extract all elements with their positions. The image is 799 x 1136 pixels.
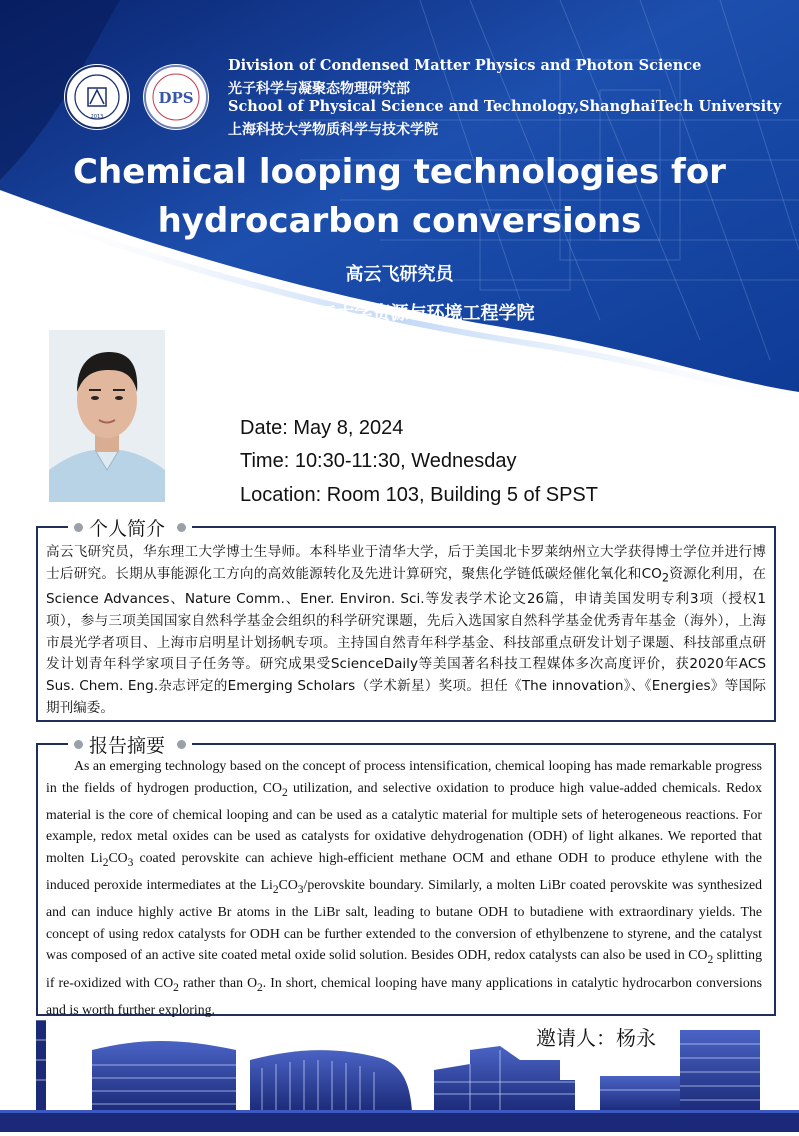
event-location: Location: Room 103, Building 5 of SPST [240,484,598,506]
abstract-text: As an emerging technology based on the concept of process intensification, chemical looping has made remarkable progress in the fields of hydrogen production, $CO_2$ utilization, and selective oxidation to produce high value-added chemicals. Redox material is the core of chemical looping and can be used as a catalytic material for multiple sets of heterogeneous reactions. For example, redox metal oxides can be used as catalysts for oxidative dehydrogenation (ODH) of light alkanes. We reported that molten $Li_2CO_3$ coated perovskite can achieve high-efficient methane OCM and ethane ODH to produce ethylene with the induced peroxide intermediates at the $Li_2CO_3$/perovskite boundary. Similarly, a molten LiBr coated perovskite was synthesized and can induce highly active Br atoms in the LiBr salt, leading to butane ODH to butadiene with extraordinary yields. The concept of using redox catalysts for ODH can be further extended to the conversion of ethylbenzene to styrene, and the catalyst was composed of an active site coated metal oxide solid solution. Besides ODH, redox catalysts can also be used in $CO_2$ splitting if re-oxidized with $CO_2$ rather than $O_2$. In short, chemical looping have many applications in catalytic hydrocarbon conversions and is worth further exploring. [46,758,763,1017]
bullet-dot-icon [177,523,186,532]
logo-year: 2013 [90,114,104,120]
dps-logo [143,64,209,130]
bio-part2: 资源化利用，在Science Advances、Nature Comm.、Ener. Environ. Sci.等发表学术论文26篇，申请美国发明专利3项（授权1项），参与三项美国国家自然科学基金会组织的科学研究课题，先后入选国家自然科学基金优秀青年基金（海外），上海市晨光学者项目、上海市启明星计划扬帆专项。主持国自然青年科学基金、科技部重点研发计划子课题、科技部重点研发计划青年科学家项目子任务等。研究成果受ScienceDaily等美国著名科技工程媒体多次高度评价，获2020年ACS Sus. Chem. Eng.杂志评定的Emerging Scholars（学术新星）奖项。担任《The innovation》、《Energies》等国际期刊编委。 [46,565,766,716]
shanghaitech-logo [64,64,130,130]
event-date: Date: May 8, 2024 [240,417,404,439]
talk-title-line1: Chemical looping technologies for [73,152,726,192]
talk-title-line2: hydrocarbon conversions [157,201,642,241]
bullet-dot-icon [177,740,186,749]
footer-skyline [0,1020,799,1132]
speaker-affiliation: 华东理工大学资源与环境工程学院 [264,303,535,324]
bio-part1: 高云飞研究员，华东理工大学博士生导师。本科毕业于清华大学，后于美国北卡罗莱纳州立大学获得博士学位并进行博士后研究。长期从事能源化工方向的高效能源转化及先进计算研究，聚焦化学链低碳烃催化氧化和CO [46,544,766,582]
event-time: Time: 10:30-11:30, Wednesday [240,450,517,472]
school-en: School of Physical Science and Technology,ShanghaiTech University [228,98,782,115]
bio-sub: 2 [661,570,670,585]
speaker-name: 高云飞研究员 [345,264,454,285]
dps-logo-text: DPS [158,89,194,107]
bio-text [46,542,766,719]
inviter: 邀请人：杨永 [536,1026,656,1050]
division-en: Division of Condensed Matter Physics and Photon Science [228,57,702,74]
bullet-dot-icon [74,740,83,749]
abstract-heading-text: 报告摘要 [89,734,166,757]
speaker-photo [49,330,165,502]
talk-title [0,148,799,246]
division-cn: 光子科学与凝聚态物理研究部 [228,81,410,97]
school-cn: 上海科技大学物质科学与技术学院 [228,122,438,138]
skyline-illustration [0,1020,799,1132]
abstract-heading [68,731,192,757]
bullet-dot-icon [74,523,83,532]
bio-heading [68,514,192,540]
bio-heading-text: 个人简介 [89,517,166,540]
